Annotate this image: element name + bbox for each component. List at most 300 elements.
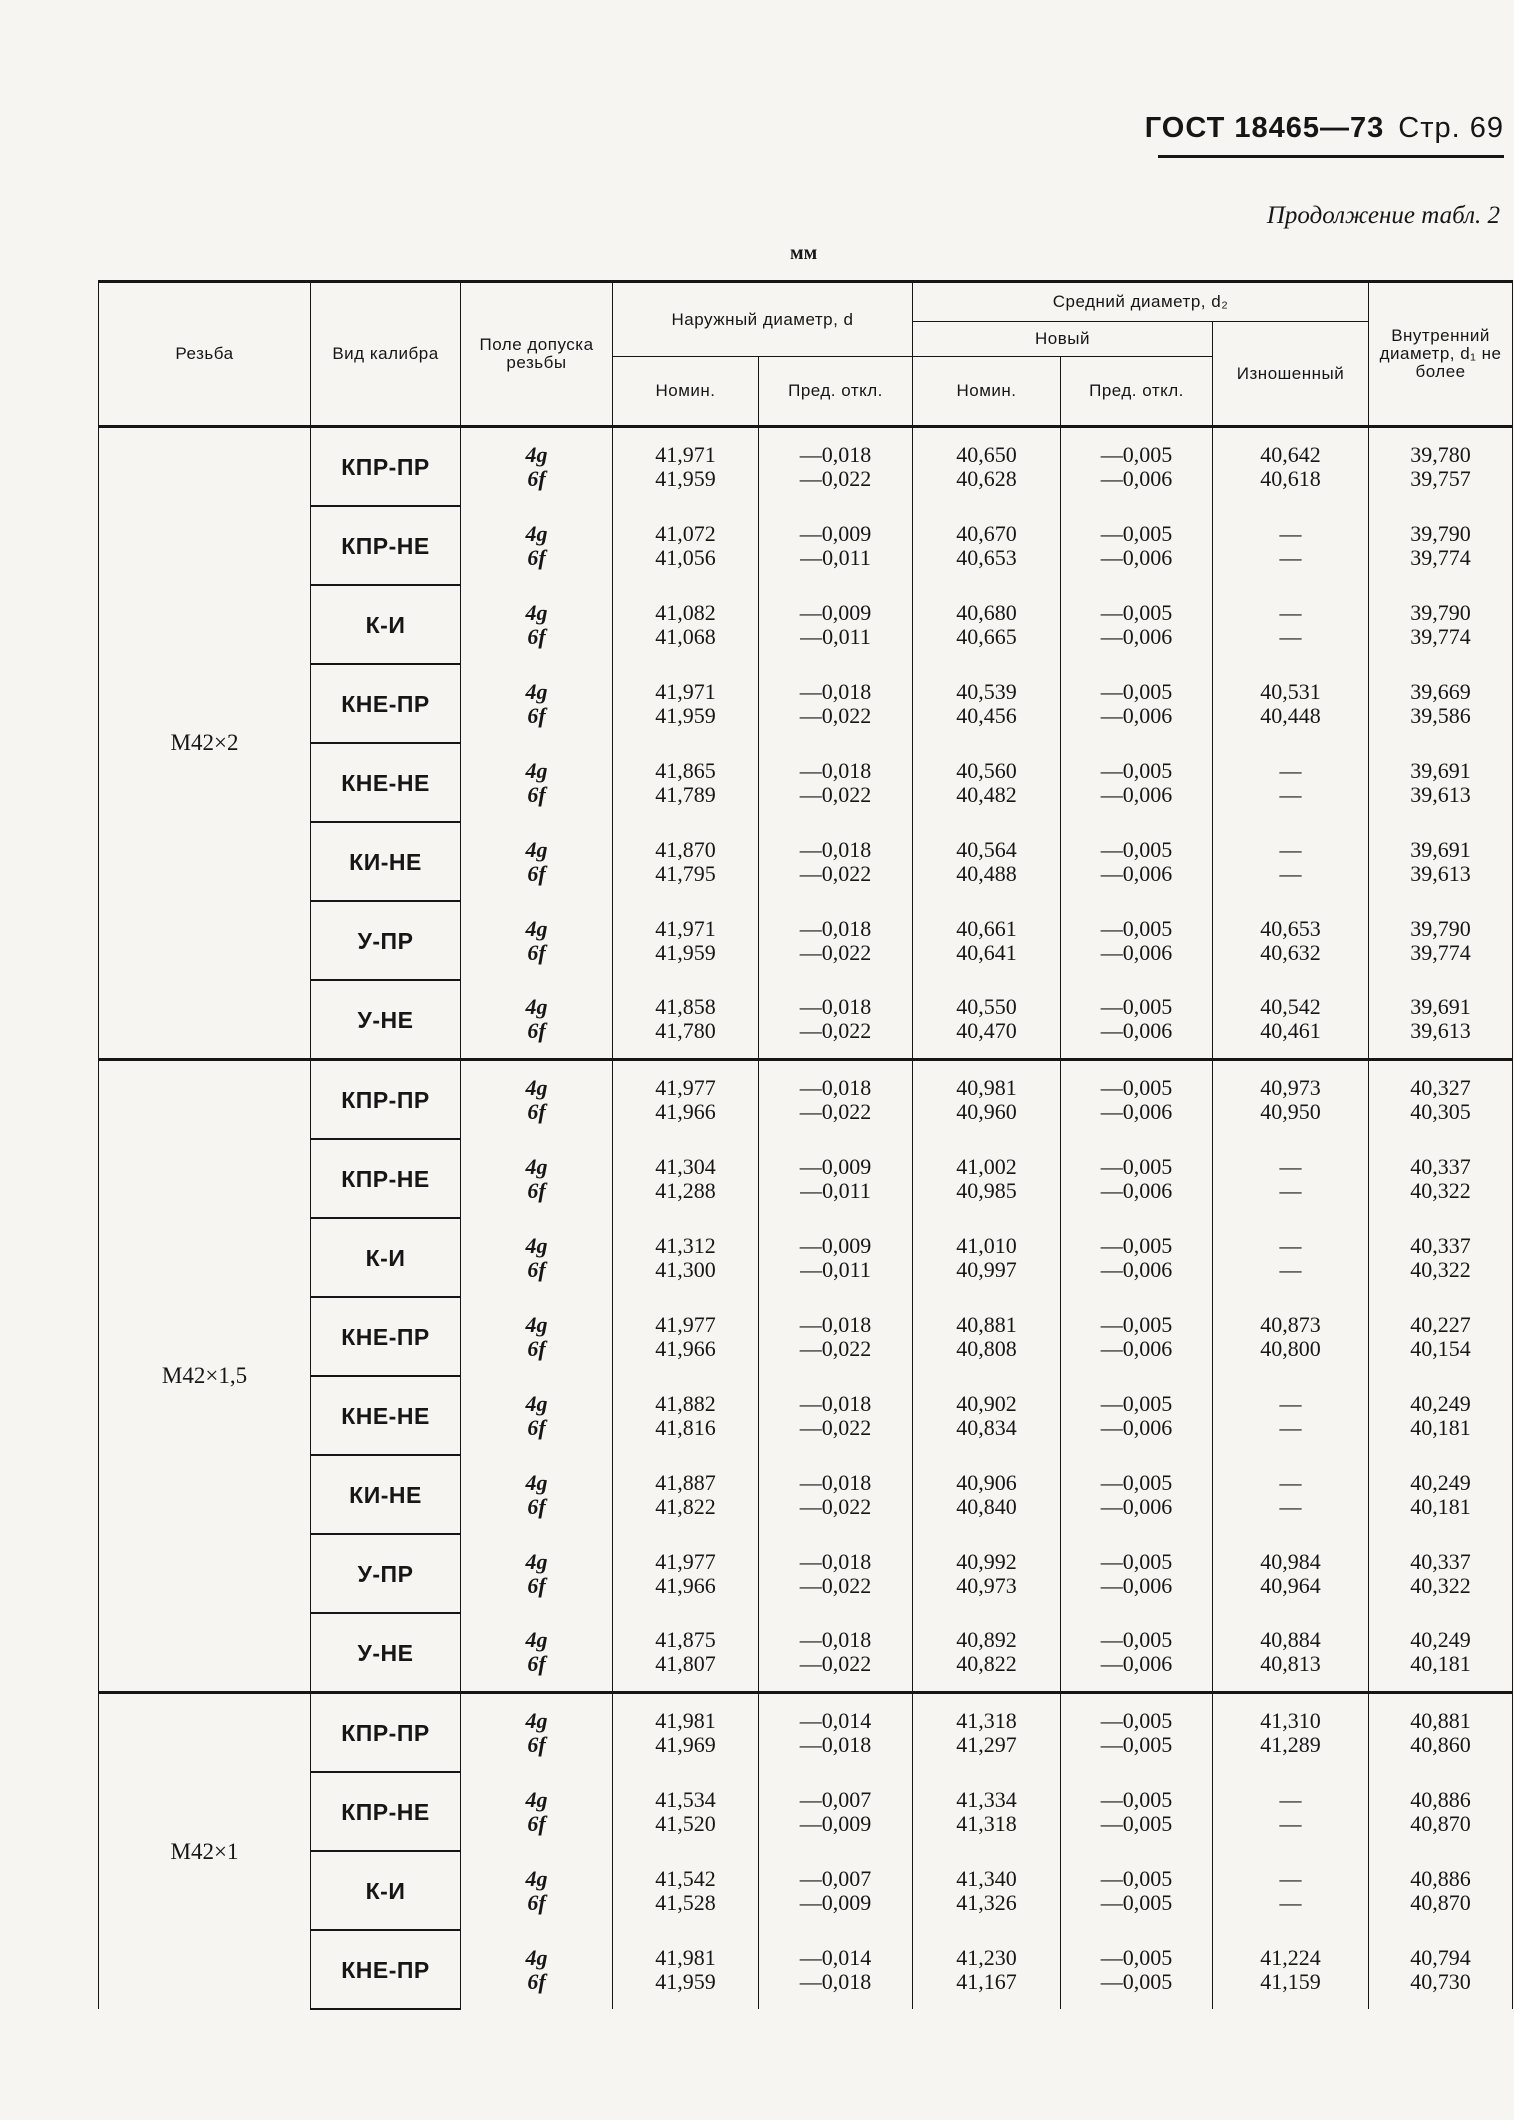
outer-diameter-nominal-cell <box>613 1218 759 1297</box>
cell-value: — <box>1279 1414 1302 1440</box>
cell-value: —0,009 <box>799 1810 872 1836</box>
outer-diameter-deviation-cell <box>759 980 913 1060</box>
outer-diameter-nominal-cell <box>613 585 759 664</box>
cell-value: 41,068 <box>655 623 716 649</box>
outer-diameter-nominal-cell <box>613 1139 759 1218</box>
cell-value: — <box>1279 757 1302 783</box>
mean-diameter-deviation-cell <box>1061 1455 1213 1534</box>
outer-diameter-nominal-cell <box>613 1060 759 1140</box>
cell-value: 4g <box>525 1548 548 1574</box>
cell-value: 40,531 <box>1260 678 1321 704</box>
cell-value: 40,542 <box>1260 994 1321 1019</box>
gauge-type-cell: КПР-ПР <box>311 1693 461 1773</box>
cell-value: —0,006 <box>1100 1335 1173 1361</box>
gauge-type-cell: У-НЕ <box>311 1613 461 1693</box>
mean-diameter-worn-cell <box>1213 1613 1369 1693</box>
cell-value: 40,973 <box>1260 1075 1321 1100</box>
table-row <box>99 1218 1513 1297</box>
cell-value: 40,337 <box>1410 1548 1471 1574</box>
cell-value: —0,022 <box>799 1572 872 1598</box>
cell-value: — <box>1279 520 1302 546</box>
outer-diameter-nominal-cell <box>613 1693 759 1773</box>
cell-value: 40,488 <box>956 860 1017 886</box>
cell-value: 40,670 <box>956 520 1017 546</box>
inner-diameter-cell <box>1369 980 1513 1060</box>
cell-value: 6f <box>527 623 546 649</box>
cell-value: —0,005 <box>1100 1889 1173 1915</box>
cell-value: —0,007 <box>799 1786 872 1812</box>
gauge-dimensions-table <box>98 280 1513 2010</box>
cell-value: 41,887 <box>655 1469 716 1495</box>
mean-diameter-deviation-cell <box>1061 822 1213 901</box>
mean-diameter-nominal-cell <box>913 1376 1061 1455</box>
gauge-type-cell: КПР-НЕ <box>311 1772 461 1851</box>
cell-value: 40,154 <box>1410 1335 1471 1361</box>
outer-diameter-deviation-cell <box>759 1218 913 1297</box>
cell-value: 41,534 <box>655 1786 716 1812</box>
mean-diameter-worn-cell <box>1213 1376 1369 1455</box>
cell-value: 4g <box>525 1232 548 1258</box>
cell-value: 6f <box>527 466 546 491</box>
cell-value: 41,310 <box>1260 1708 1321 1733</box>
header-outer-deviation: Пред. откл. <box>759 357 913 427</box>
cell-value: 4g <box>525 1390 548 1416</box>
cell-value: —0,005 <box>1100 1810 1173 1836</box>
cell-value: 41,977 <box>655 1075 716 1100</box>
mean-diameter-nominal-cell <box>913 901 1061 980</box>
cell-value: — <box>1279 1153 1302 1179</box>
cell-value: 40,860 <box>1410 1732 1471 1757</box>
table-row <box>99 1455 1513 1534</box>
cell-value: —0,006 <box>1100 1099 1173 1124</box>
mean-diameter-deviation-cell <box>1061 1376 1213 1455</box>
cell-value: —0,022 <box>799 781 872 807</box>
mean-diameter-deviation-cell <box>1061 1693 1213 1773</box>
outer-diameter-deviation-cell <box>759 901 913 980</box>
inner-diameter-cell <box>1369 585 1513 664</box>
cell-value: —0,005 <box>1100 1390 1173 1416</box>
cell-value: —0,005 <box>1100 1732 1173 1757</box>
inner-diameter-cell <box>1369 1693 1513 1773</box>
cell-value: 40,730 <box>1410 1968 1471 1994</box>
cell-value: —0,005 <box>1100 520 1173 546</box>
cell-value: 6f <box>527 1099 546 1124</box>
cell-value: 4g <box>525 994 548 1019</box>
cell-value: —0,018 <box>799 1732 872 1757</box>
table-row <box>99 1060 1513 1140</box>
table-row <box>99 743 1513 822</box>
mean-diameter-nominal-cell <box>913 1693 1061 1773</box>
cell-value: 39,669 <box>1410 678 1471 704</box>
outer-diameter-nominal-cell <box>613 1613 759 1693</box>
cell-value: 40,808 <box>956 1335 1017 1361</box>
mean-diameter-worn-cell <box>1213 1139 1369 1218</box>
cell-value: 40,653 <box>956 544 1017 570</box>
cell-value: 40,249 <box>1410 1627 1471 1652</box>
cell-value: —0,018 <box>799 442 872 467</box>
cell-value: — <box>1279 836 1302 862</box>
cell-value: —0,006 <box>1100 702 1173 728</box>
cell-value: —0,022 <box>799 860 872 886</box>
cell-value: 40,461 <box>1260 1018 1321 1043</box>
units-label: мм <box>790 242 818 264</box>
cell-value: 41,082 <box>655 599 716 625</box>
mean-diameter-deviation-cell <box>1061 901 1213 980</box>
cell-value: —0,005 <box>1100 1548 1173 1574</box>
cell-value: 4g <box>525 1311 548 1337</box>
table-row <box>99 980 1513 1060</box>
header-tolerance-field: Поле допуска резьбы <box>461 282 613 427</box>
cell-value: 41,056 <box>655 544 716 570</box>
inner-diameter-cell <box>1369 1534 1513 1613</box>
cell-value: 40,886 <box>1410 1865 1471 1891</box>
cell-value: 41,966 <box>655 1335 716 1361</box>
outer-diameter-deviation-cell <box>759 1930 913 2009</box>
table-row <box>99 1297 1513 1376</box>
cell-value: —0,005 <box>1100 1469 1173 1495</box>
cell-value: 41,977 <box>655 1311 716 1337</box>
mean-diameter-deviation-cell <box>1061 743 1213 822</box>
cell-value: 4g <box>525 599 548 625</box>
outer-diameter-nominal-cell <box>613 1297 759 1376</box>
cell-value: 41,288 <box>655 1177 716 1203</box>
outer-diameter-deviation-cell <box>759 1060 913 1140</box>
header-mean-diameter: Средний диаметр, d₂ <box>913 282 1369 322</box>
tolerance-field-cell <box>461 1218 613 1297</box>
cell-value: 39,691 <box>1410 757 1471 783</box>
outer-diameter-deviation-cell <box>759 1376 913 1455</box>
cell-value: 41,959 <box>655 466 716 491</box>
inner-diameter-cell <box>1369 743 1513 822</box>
cell-value: 4g <box>525 1153 548 1179</box>
cell-value: 41,789 <box>655 781 716 807</box>
mean-diameter-worn-cell <box>1213 1060 1369 1140</box>
cell-value: 41,010 <box>956 1232 1017 1258</box>
cell-value: — <box>1279 781 1302 807</box>
cell-value: 6f <box>527 1968 546 1994</box>
outer-diameter-nominal-cell <box>613 664 759 743</box>
tolerance-field-cell <box>461 585 613 664</box>
cell-value: 41,807 <box>655 1651 716 1676</box>
mean-diameter-deviation-cell <box>1061 980 1213 1060</box>
cell-value: —0,011 <box>800 623 871 649</box>
table-body <box>99 427 1513 2010</box>
outer-diameter-deviation-cell <box>759 1851 913 1930</box>
tolerance-field-cell <box>461 743 613 822</box>
gauge-type-cell: КПР-ПР <box>311 1060 461 1140</box>
inner-diameter-cell <box>1369 1376 1513 1455</box>
page-header <box>1145 112 1504 145</box>
cell-value: —0,018 <box>799 1548 872 1574</box>
cell-value: 40,870 <box>1410 1889 1471 1915</box>
mean-diameter-nominal-cell <box>913 1060 1061 1140</box>
mean-diameter-worn-cell <box>1213 585 1369 664</box>
cell-value: 41,520 <box>655 1810 716 1836</box>
table-row <box>99 1534 1513 1613</box>
outer-diameter-nominal-cell <box>613 1534 759 1613</box>
mean-diameter-nominal-cell <box>913 1613 1061 1693</box>
cell-value: 39,774 <box>1410 939 1471 965</box>
outer-diameter-deviation-cell <box>759 743 913 822</box>
gauge-type-cell: У-НЕ <box>311 980 461 1060</box>
cell-value: 40,181 <box>1410 1414 1471 1440</box>
cell-value: 40,997 <box>956 1256 1017 1282</box>
gauge-type-cell: К-И <box>311 1851 461 1930</box>
inner-diameter-cell <box>1369 1297 1513 1376</box>
outer-diameter-deviation-cell <box>759 585 913 664</box>
cell-value: 40,305 <box>1410 1099 1471 1124</box>
mean-diameter-worn-cell <box>1213 427 1369 507</box>
cell-value: 40,902 <box>956 1390 1017 1416</box>
cell-value: 40,822 <box>956 1651 1017 1676</box>
table-row <box>99 1930 1513 2009</box>
mean-diameter-nominal-cell <box>913 822 1061 901</box>
cell-value: — <box>1279 1786 1302 1812</box>
tolerance-field-cell <box>461 1139 613 1218</box>
tolerance-field-cell <box>461 427 613 507</box>
cell-value: —0,018 <box>799 678 872 704</box>
cell-value: 39,790 <box>1410 599 1471 625</box>
outer-diameter-deviation-cell <box>759 1139 913 1218</box>
cell-value: 6f <box>527 781 546 807</box>
gauge-type-cell: КНЕ-НЕ <box>311 743 461 822</box>
cell-value: 6f <box>527 1732 546 1757</box>
cell-value: 41,224 <box>1260 1944 1321 1970</box>
mean-diameter-worn-cell <box>1213 1218 1369 1297</box>
cell-value: 41,304 <box>655 1153 716 1179</box>
tolerance-field-cell <box>461 980 613 1060</box>
cell-value: —0,022 <box>799 1018 872 1043</box>
cell-value: 4g <box>525 915 548 941</box>
cell-value: 40,984 <box>1260 1548 1321 1574</box>
cell-value: 40,794 <box>1410 1944 1471 1970</box>
cell-value: 6f <box>527 1177 546 1203</box>
outer-diameter-nominal-cell <box>613 901 759 980</box>
cell-value: 41,289 <box>1260 1732 1321 1757</box>
cell-value: —0,022 <box>799 1099 872 1124</box>
tolerance-field-cell <box>461 1693 613 1773</box>
outer-diameter-nominal-cell <box>613 506 759 585</box>
inner-diameter-cell <box>1369 1139 1513 1218</box>
cell-value: 4g <box>525 1627 548 1652</box>
cell-value: 6f <box>527 702 546 728</box>
mean-diameter-worn-cell <box>1213 1534 1369 1613</box>
cell-value: 40,960 <box>956 1099 1017 1124</box>
cell-value: —0,022 <box>799 1414 872 1440</box>
cell-value: 40,992 <box>956 1548 1017 1574</box>
cell-value: 41,230 <box>956 1944 1017 1970</box>
outer-diameter-deviation-cell <box>759 506 913 585</box>
mean-diameter-nominal-cell <box>913 1139 1061 1218</box>
cell-value: — <box>1279 860 1302 886</box>
outer-diameter-nominal-cell <box>613 822 759 901</box>
cell-value: 40,881 <box>1410 1708 1471 1733</box>
table-row <box>99 1376 1513 1455</box>
mean-diameter-deviation-cell <box>1061 664 1213 743</box>
cell-value: —0,018 <box>799 757 872 783</box>
cell-value: 40,884 <box>1260 1627 1321 1652</box>
cell-value: —0,005 <box>1100 1708 1173 1733</box>
cell-value: —0,006 <box>1100 1177 1173 1203</box>
cell-value: 41,297 <box>956 1732 1017 1757</box>
header-inner-diameter: Внутренний диаметр, d₁ не более <box>1369 282 1513 427</box>
cell-value: 40,892 <box>956 1627 1017 1652</box>
cell-value: 40,337 <box>1410 1232 1471 1258</box>
gauge-type-cell: КНЕ-ПР <box>311 1297 461 1376</box>
document-title: ГОСТ 18465—73 <box>1144 112 1385 144</box>
cell-value: —0,018 <box>799 1311 872 1337</box>
cell-value: 41,822 <box>655 1493 716 1519</box>
cell-value: 41,959 <box>655 939 716 965</box>
gauge-type-cell: КИ-НЕ <box>311 822 461 901</box>
cell-value: 39,613 <box>1410 860 1471 886</box>
cell-value: —0,006 <box>1100 544 1173 570</box>
mean-diameter-deviation-cell <box>1061 506 1213 585</box>
cell-value: —0,018 <box>799 1968 872 1994</box>
cell-value: 41,977 <box>655 1548 716 1574</box>
cell-value: 40,981 <box>956 1075 1017 1100</box>
cell-value: 41,971 <box>655 678 716 704</box>
cell-value: 6f <box>527 1889 546 1915</box>
cell-value: —0,005 <box>1100 1311 1173 1337</box>
cell-value: 41,795 <box>655 860 716 886</box>
inner-diameter-cell <box>1369 506 1513 585</box>
mean-diameter-deviation-cell <box>1061 1613 1213 1693</box>
cell-value: — <box>1279 623 1302 649</box>
cell-value: 40,322 <box>1410 1572 1471 1598</box>
cell-value: 40,632 <box>1260 939 1321 965</box>
gauge-type-cell: КПР-НЕ <box>311 506 461 585</box>
cell-value: 40,870 <box>1410 1810 1471 1836</box>
outer-diameter-nominal-cell <box>613 1851 759 1930</box>
mean-diameter-nominal-cell <box>913 506 1061 585</box>
table-continuation-note: Продолжение табл. 2 <box>1266 202 1500 229</box>
table-row <box>99 901 1513 980</box>
cell-value: 39,780 <box>1410 442 1471 467</box>
cell-value: 41,334 <box>956 1786 1017 1812</box>
inner-diameter-cell <box>1369 427 1513 507</box>
table-row <box>99 1772 1513 1851</box>
cell-value: —0,018 <box>799 1075 872 1100</box>
gauge-type-cell: КНЕ-ПР <box>311 1930 461 2009</box>
cell-value: 40,973 <box>956 1572 1017 1598</box>
cell-value: —0,005 <box>1100 599 1173 625</box>
cell-value: 4g <box>525 678 548 704</box>
cell-value: 41,816 <box>655 1414 716 1440</box>
cell-value: —0,006 <box>1100 1493 1173 1519</box>
cell-value: —0,022 <box>799 1651 872 1676</box>
cell-value: —0,011 <box>800 1177 871 1203</box>
table-header <box>99 282 1513 427</box>
outer-diameter-nominal-cell <box>613 1772 759 1851</box>
mean-diameter-nominal-cell <box>913 664 1061 743</box>
cell-value: 6f <box>527 860 546 886</box>
cell-value: 40,906 <box>956 1469 1017 1495</box>
outer-diameter-deviation-cell <box>759 1534 913 1613</box>
cell-value: —0,009 <box>799 520 872 546</box>
cell-value: —0,022 <box>799 1335 872 1361</box>
cell-value: 40,653 <box>1260 915 1321 941</box>
cell-value: 40,985 <box>956 1177 1017 1203</box>
cell-value: — <box>1279 1256 1302 1282</box>
cell-value: 39,586 <box>1410 702 1471 728</box>
outer-diameter-deviation-cell <box>759 822 913 901</box>
cell-value: — <box>1279 1177 1302 1203</box>
cell-value: 6f <box>527 1335 546 1361</box>
cell-value: 40,470 <box>956 1018 1017 1043</box>
cell-value: 41,981 <box>655 1944 716 1970</box>
cell-value: 41,971 <box>655 915 716 941</box>
cell-value: —0,005 <box>1100 1944 1173 1970</box>
cell-value: 40,181 <box>1410 1493 1471 1519</box>
mean-diameter-deviation-cell <box>1061 1218 1213 1297</box>
cell-value: 40,834 <box>956 1414 1017 1440</box>
cell-value: — <box>1279 1469 1302 1495</box>
cell-value: 41,300 <box>655 1256 716 1282</box>
table-row <box>99 1693 1513 1773</box>
outer-diameter-nominal-cell <box>613 427 759 507</box>
tolerance-field-cell <box>461 1376 613 1455</box>
cell-value: —0,006 <box>1100 860 1173 886</box>
cell-value: 4g <box>525 1708 548 1733</box>
mean-diameter-nominal-cell <box>913 1534 1061 1613</box>
header-outer-diameter: Наружный диаметр, d <box>613 282 913 357</box>
table-row <box>99 506 1513 585</box>
cell-value: 6f <box>527 1572 546 1598</box>
outer-diameter-deviation-cell <box>759 1693 913 1773</box>
cell-value: —0,006 <box>1100 1651 1173 1676</box>
cell-value: — <box>1279 599 1302 625</box>
cell-value: 41,981 <box>655 1708 716 1733</box>
cell-value: —0,022 <box>799 702 872 728</box>
cell-value: 40,628 <box>956 466 1017 491</box>
cell-value: 39,774 <box>1410 623 1471 649</box>
cell-value: 40,564 <box>956 836 1017 862</box>
cell-value: —0,018 <box>799 915 872 941</box>
thread-designation: М42×1 <box>99 1693 311 2010</box>
mean-diameter-nominal-cell <box>913 980 1061 1060</box>
tolerance-field-cell <box>461 506 613 585</box>
cell-value: —0,011 <box>800 1256 871 1282</box>
cell-value: 4g <box>525 1075 548 1100</box>
cell-value: 41,780 <box>655 1018 716 1043</box>
gauge-type-cell: У-ПР <box>311 1534 461 1613</box>
table-row <box>99 664 1513 743</box>
cell-value: 4g <box>525 836 548 862</box>
inner-diameter-cell <box>1369 822 1513 901</box>
mean-diameter-worn-cell <box>1213 1851 1369 1930</box>
cell-value: 40,800 <box>1260 1335 1321 1361</box>
cell-value: 40,680 <box>956 599 1017 625</box>
mean-diameter-deviation-cell <box>1061 1139 1213 1218</box>
cell-value: 6f <box>527 1493 546 1519</box>
cell-value: 40,181 <box>1410 1651 1471 1676</box>
cell-value: —0,006 <box>1100 1414 1173 1440</box>
gauge-type-cell: К-И <box>311 585 461 664</box>
mean-diameter-nominal-cell <box>913 743 1061 822</box>
mean-diameter-nominal-cell <box>913 427 1061 507</box>
cell-value: 4g <box>525 442 548 467</box>
cell-value: 41,966 <box>655 1099 716 1124</box>
cell-value: —0,018 <box>799 994 872 1019</box>
header-gauge-type: Вид калибра <box>311 282 461 427</box>
tolerance-field-cell <box>461 1534 613 1613</box>
cell-value: —0,005 <box>1100 442 1173 467</box>
cell-value: 40,249 <box>1410 1469 1471 1495</box>
cell-value: 41,875 <box>655 1627 716 1652</box>
cell-value: —0,011 <box>800 544 871 570</box>
cell-value: 40,539 <box>956 678 1017 704</box>
